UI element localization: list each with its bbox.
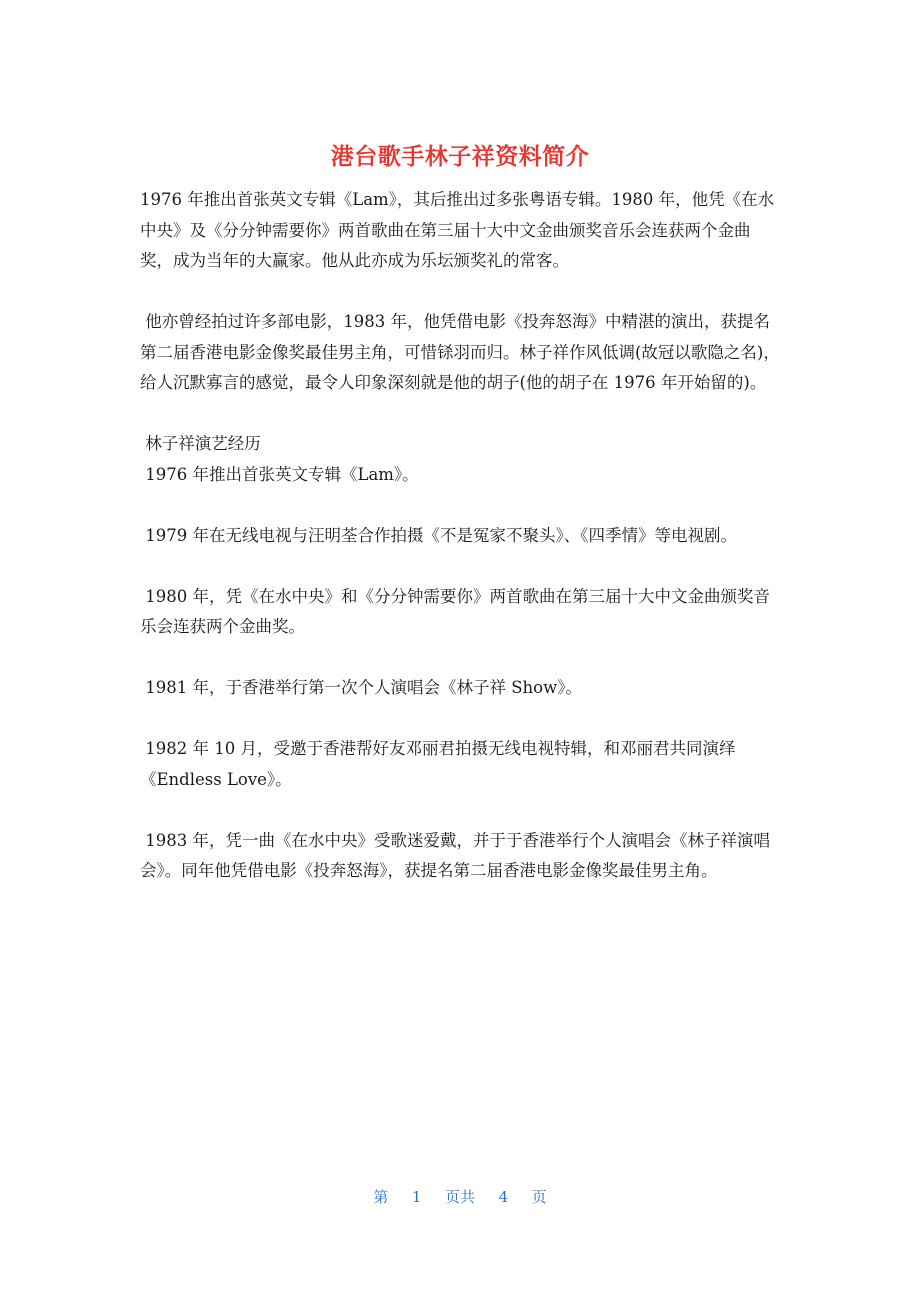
page-suffix: 页	[531, 1188, 547, 1206]
paragraph-gap	[140, 795, 782, 826]
paragraph-1981: 1981 年，于香港举行第一次个人演唱会《林子祥 Show》。	[140, 678, 582, 697]
page-footer	[0, 1185, 920, 1209]
paragraph-intro: 1976 年推出首张英文专辑《Lam》，其后推出过多张粤语专辑。1980 年，他凭《在水中央》及《分分钟需要你》两首歌曲在第三届十大中文金曲颁奖音乐会连获两个金曲奖，成为当年的大赢家。他从此亦成为乐坛颁奖礼的常客。	[140, 190, 775, 270]
document-body	[140, 185, 782, 887]
paragraph-gap	[140, 399, 782, 430]
page-total: 4	[498, 1188, 509, 1206]
page-middle: 页共	[444, 1188, 475, 1206]
paragraph-film: 他亦曾经拍过许多部电影，1983 年，他凭借电影《投奔怒海》中精湛的演出，获提名第二届香港电影金像奖最佳男主角，可惜铩羽而归。林子祥作风低调(故冠以歌隐之名)，给人沉默寡言的感觉，最令人印象深刻就是他的胡子(他的胡子在 1976 年开始留的)。	[140, 312, 780, 392]
paragraph-1980: 1980 年，凭《在水中央》和《分分钟需要你》两首歌曲在第三届十大中文金曲颁奖音乐会连获两个金曲奖。	[140, 586, 770, 636]
paragraph-1976: 1976 年推出首张英文专辑《Lam》。	[140, 464, 419, 484]
paragraph-gap	[140, 704, 782, 735]
paragraph-1982: 1982 年 10 月，受邀于香港帮好友邓丽君拍摄无线电视特辑，和邓丽君共同演绎 《Endless Love》。	[140, 739, 741, 789]
page-prefix: 第	[373, 1188, 389, 1206]
paragraph-gap	[140, 551, 782, 582]
document-title: 港台歌手林子祥资料简介	[330, 144, 590, 170]
paragraph-gap	[140, 643, 782, 674]
section-heading: 林子祥演艺经历	[140, 434, 261, 453]
paragraph-1979: 1979 年在无线电视与汪明荃合作拍摄《不是冤家不聚头》、《四季情》等电视剧。	[140, 525, 737, 545]
paragraph-gap	[140, 277, 782, 308]
paragraph-gap	[140, 490, 782, 521]
page-number: 1	[411, 1188, 422, 1206]
paragraph-1983: 1983 年，凭一曲《在水中央》受歌迷爱戴，并于于香港举行个人演唱会《林子祥演唱会》。同年他凭借电影《投奔怒海》，获提名第二届香港电影金像奖最佳男主角。	[140, 830, 770, 880]
